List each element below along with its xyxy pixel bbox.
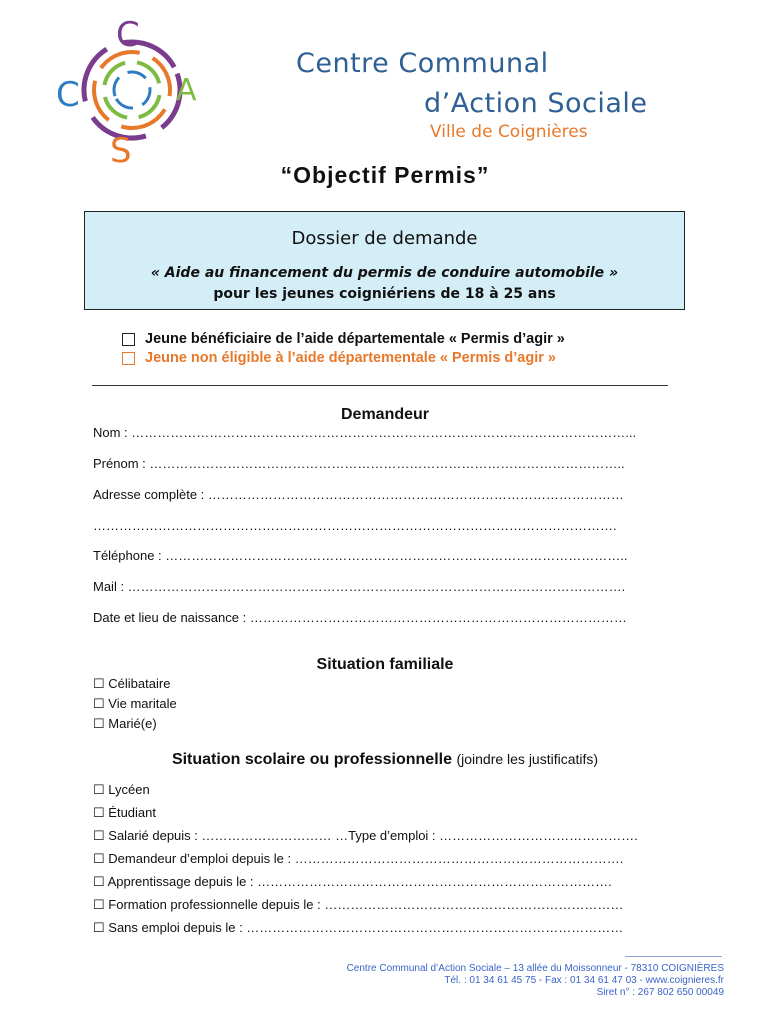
checkbox-glyph-icon: ☐ <box>93 897 109 912</box>
checkbox-label-beneficiaire: Jeune bénéficiaire de l’aide départementale « Permis d’agir » <box>145 331 565 347</box>
field-naissance[interactable]: Date et lieu de naissance : …………………………………………………………………………… <box>93 610 627 625</box>
footer-address: Centre Communal d’Action Sociale – 13 allée du Moissonneur - 78310 COIGNIÈRES <box>346 963 724 974</box>
org-name-line2: d’Action Sociale <box>424 88 648 119</box>
section-title-situation-familiale: Situation familiale <box>316 656 454 673</box>
field-mail[interactable]: Mail : ……………………………………………………………………………………………………. <box>93 579 626 594</box>
checkbox-glyph-icon: ☐ <box>93 676 109 691</box>
page-title: “Objectif Permis” <box>280 162 490 188</box>
option-sans-emploi[interactable]: ☐ Sans emploi depuis le : …………………………………………………………………………… <box>93 920 624 935</box>
footer-separator <box>625 956 722 957</box>
logo-letter-c-left: C <box>56 75 80 115</box>
ccas-logo <box>52 18 212 168</box>
checkbox-glyph-icon: ☐ <box>93 828 109 843</box>
checkbox-glyph-icon: ☐ <box>93 716 109 731</box>
checkbox-glyph-icon: ☐ <box>93 920 109 935</box>
checkbox-label-non-eligible: Jeune non éligible à l’aide départementale « Permis d’agir » <box>145 350 556 366</box>
option-formation[interactable]: ☐ Formation professionnelle depuis le : …………………………………………………………… <box>93 897 624 912</box>
logo-letter-c-top: C <box>116 18 140 55</box>
footer-contact: Tél. : 01 34 61 45 75 - Fax : 01 34 61 47 03 - www.coignieres.fr <box>444 975 724 986</box>
checkbox-glyph-icon: ☐ <box>93 782 109 797</box>
checkbox-row-non-eligible[interactable] <box>122 350 556 366</box>
option-lyceen[interactable]: ☐ Lycéen <box>93 782 150 797</box>
checkbox-glyph-icon: ☐ <box>93 696 109 711</box>
dossier-header-box <box>84 211 685 310</box>
checkbox-beneficiaire[interactable] <box>122 333 135 346</box>
footer-siret: Siret n° : 267 802 650 00049 <box>596 987 724 998</box>
section-title-demandeur: Demandeur <box>340 406 430 423</box>
org-name-line1: Centre Communal <box>296 48 549 79</box>
field-adresse[interactable]: Adresse complète : …………………………………………………………………………………… <box>93 487 624 502</box>
section-note: (joindre les justificatifs) <box>456 751 599 767</box>
field-adresse-line2[interactable]: …………………………………………………………………………………………………………. <box>93 518 617 533</box>
box-subtitle: « Aide au financement du permis de conduire automobile » <box>150 265 619 281</box>
box-title: Dossier de demande <box>291 228 478 249</box>
section-title-situation-scolaire: Situation scolaire ou professionnelle (joindre les justificatifs) <box>171 751 599 768</box>
field-nom[interactable]: Nom : ……………………………………………………………………………………………………... <box>93 425 637 440</box>
option-salarie[interactable]: ☐ Salarié depuis : ………………………… …Type d’emploi : ………………………………………. <box>93 828 638 843</box>
field-prenom[interactable]: Prénom : ……………………………………………………………………………………………….. <box>93 456 625 471</box>
checkbox-glyph-icon: ☐ <box>93 851 109 866</box>
option-marie[interactable]: ☐ Marié(e) <box>93 716 157 731</box>
checkbox-glyph-icon: ☐ <box>93 874 108 889</box>
option-celibataire[interactable]: ☐ Célibataire <box>93 676 171 691</box>
logo-letter-a: A <box>176 73 197 108</box>
option-etudiant[interactable]: ☐ Étudiant <box>93 805 156 820</box>
logo-letter-s: S <box>110 131 132 168</box>
field-telephone[interactable]: Téléphone : …………………………………………………………………………………………….. <box>93 548 628 563</box>
option-vie-maritale[interactable]: ☐ Vie maritale <box>93 696 177 711</box>
box-subtitle-age: pour les jeunes coigniériens de 18 à 25 ans <box>213 286 556 302</box>
separator-line <box>92 385 668 386</box>
checkbox-row-beneficiaire[interactable] <box>122 331 565 347</box>
checkbox-non-eligible[interactable] <box>122 352 135 365</box>
org-city: Ville de Coignières <box>430 122 588 142</box>
checkbox-glyph-icon: ☐ <box>93 805 109 820</box>
option-demandeur-emploi[interactable]: ☐ Demandeur d’emploi depuis le : …………………………………………………………………. <box>93 851 624 866</box>
option-apprentissage[interactable]: ☐ Apprentissage depuis le : ………………………………………………………………………. <box>93 874 612 889</box>
